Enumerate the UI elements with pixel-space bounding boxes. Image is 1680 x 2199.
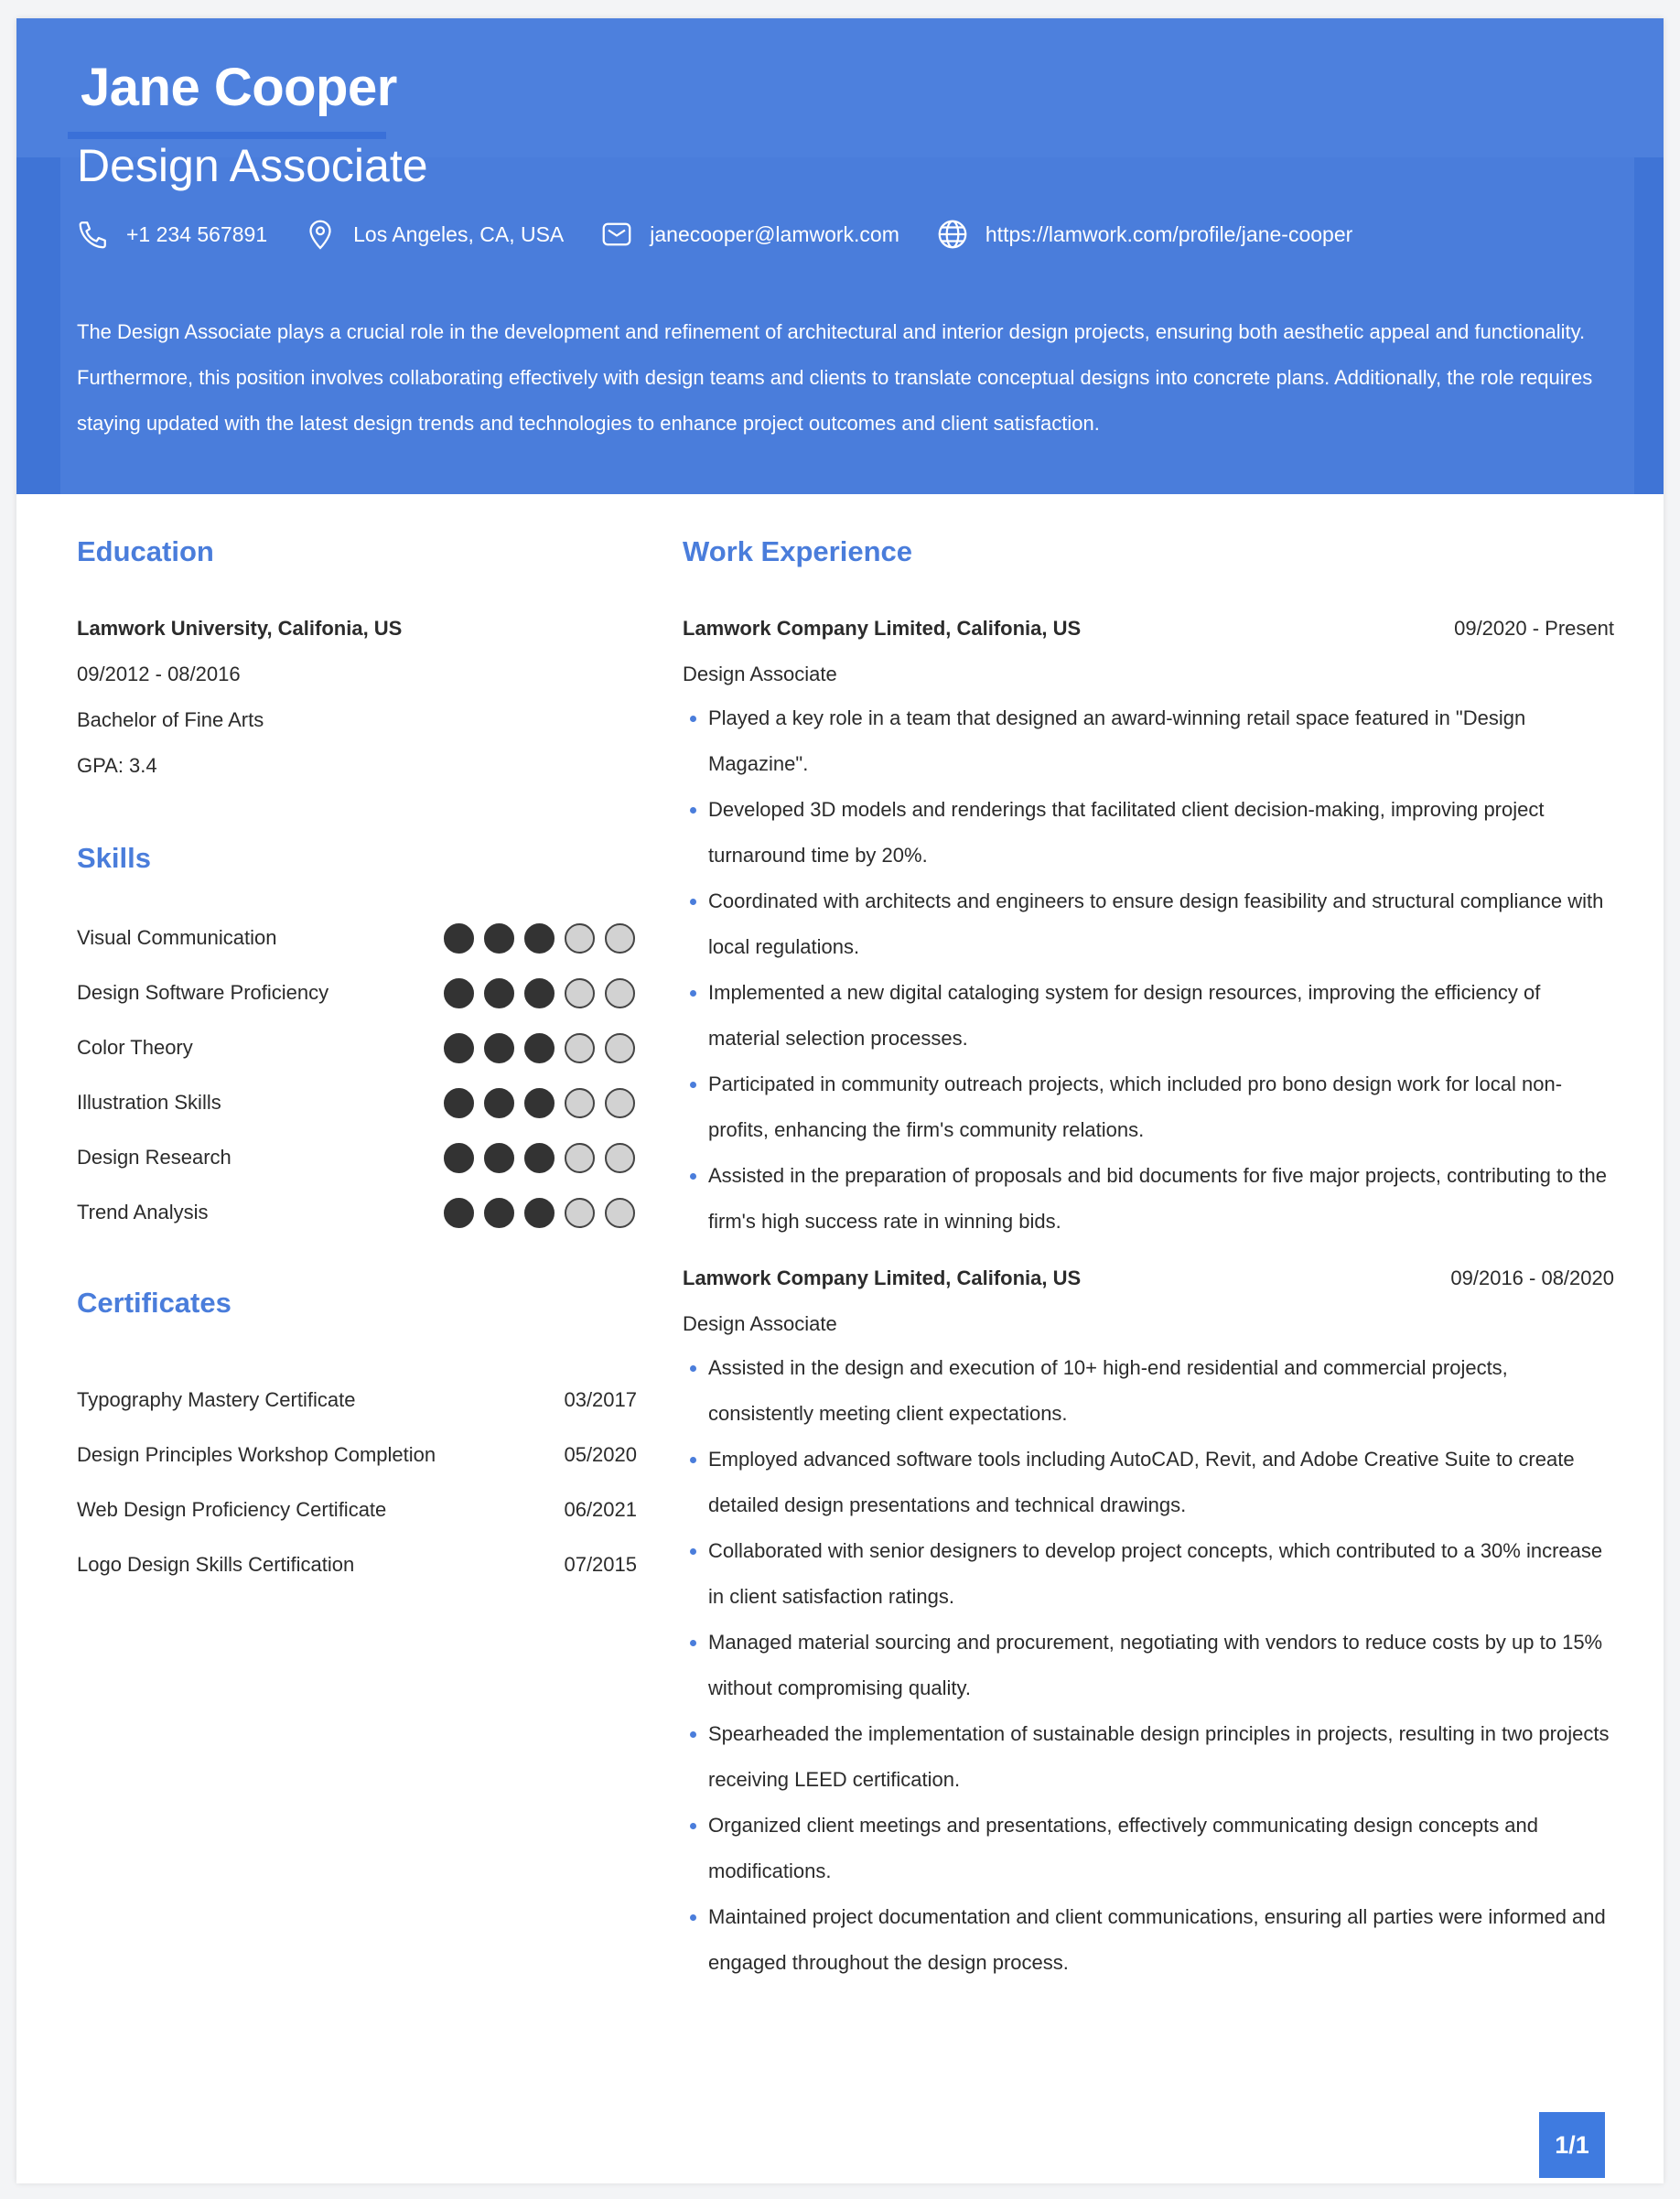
job-2-dates: 09/2016 - 08/2020 [1450, 1267, 1614, 1289]
skill-rating [434, 1143, 635, 1173]
skill-name: Design Software Proficiency [77, 981, 329, 1004]
list-item: Collaborated with senior designers to develop project concepts, which contributed to a 30% increase in client satisfaction ratings. [683, 1528, 1614, 1620]
skill-rating [434, 978, 635, 1008]
certificates-heading: Certificates [77, 1287, 232, 1319]
skill-row [77, 1194, 635, 1231]
certificate-name: Logo Design Skills Certification [77, 1553, 355, 1576]
globe-icon [936, 218, 969, 251]
header-banner [16, 18, 1664, 494]
certificate-row [77, 1547, 637, 1583]
rating-dot-empty [565, 923, 595, 954]
job-2-header [683, 1267, 1614, 1290]
candidate-title: Design Associate [77, 140, 428, 191]
rating-dot-filled [444, 978, 474, 1008]
certificate-name: Design Principles Workshop Completion [77, 1443, 436, 1466]
skill-rating [434, 1033, 635, 1063]
skills-heading: Skills [77, 842, 151, 874]
rating-dot-filled [524, 978, 555, 1008]
education-heading: Education [77, 535, 214, 567]
skill-row [77, 1084, 635, 1121]
summary-paragraph: The Design Associate plays a crucial role in the development and refinement of architectural and interior design projects, ensuring both aesthetic appeal and functionality. Furthermore, this position involves collaborating effectively with design teams and clients to translate conceptual designs into concrete plans. Additionally, the role requires staying updated with the latest design trends and technologies to enhance project outcomes and client satisfaction. [77, 320, 1593, 435]
list-item: Spearheaded the implementation of sustainable design principles in projects, resulting in two projects receiving LEED certification. [683, 1711, 1614, 1803]
resume-page [16, 18, 1664, 2183]
list-item: Played a key role in a team that designed an award-winning retail space featured in "Design Magazine". [683, 695, 1614, 787]
rating-dot-filled [444, 1198, 474, 1228]
skill-name: Design Research [77, 1146, 232, 1169]
rating-dot-filled [444, 1033, 474, 1063]
rating-dot-filled [484, 1088, 514, 1118]
name-underline [68, 132, 386, 139]
rating-dot-filled [444, 1088, 474, 1118]
skill-row [77, 920, 635, 956]
header-accent-left [16, 157, 60, 494]
skill-rating [434, 1198, 635, 1228]
list-item: Managed material sourcing and procurement, negotiating with vendors to reduce costs by up to 15% without compromising quality. [683, 1620, 1614, 1711]
contact-phone[interactable] [77, 218, 267, 251]
rating-dot-filled [524, 923, 555, 954]
job-1-dates: 09/2020 - Present [1454, 617, 1614, 640]
list-item: Employed advanced software tools including AutoCAD, Revit, and Adobe Creative Suite to create detailed design presentations and technical drawings. [683, 1437, 1614, 1528]
job-1-company: Lamwork Company Limited, Califonia, US [683, 617, 1082, 640]
rating-dot-empty [605, 1088, 635, 1118]
rating-dot-empty [565, 1198, 595, 1228]
job-2-bullets [683, 1345, 1614, 1986]
job-1-bullets [683, 695, 1614, 1245]
job-2-role: Design Associate [683, 1312, 837, 1335]
skill-row [77, 975, 635, 1011]
rating-dot-filled [524, 1143, 555, 1173]
rating-dot-empty [605, 1198, 635, 1228]
page-indicator[interactable]: 1/1 [1539, 2112, 1605, 2178]
education-school: Lamwork University, Califonia, US [77, 617, 403, 640]
certificate-date: 03/2017 [564, 1388, 637, 1411]
job-1-role: Design Associate [683, 663, 837, 685]
skill-row [77, 1029, 635, 1066]
rating-dot-filled [484, 1198, 514, 1228]
list-item: Implemented a new digital cataloging system for design resources, improving the efficiency of material selection processes. [683, 970, 1614, 1062]
list-item: Maintained project documentation and client communications, ensuring all parties were informed and engaged throughout the design process. [683, 1894, 1614, 1986]
certificate-date: 07/2015 [564, 1553, 637, 1576]
rating-dot-filled [484, 978, 514, 1008]
skill-name: Illustration Skills [77, 1091, 221, 1114]
contact-website[interactable] [936, 218, 1352, 251]
candidate-name: Jane Cooper [81, 58, 397, 117]
list-item: Organized client meetings and presentations, effectively communicating design concepts and modifications. [683, 1803, 1614, 1894]
job-1-header [683, 617, 1614, 641]
education-degree: Bachelor of Fine Arts [77, 708, 264, 731]
skill-rating [434, 1088, 635, 1118]
rating-dot-filled [524, 1033, 555, 1063]
work-heading: Work Experience [683, 535, 912, 567]
rating-dot-empty [565, 1143, 595, 1173]
certificate-row [77, 1492, 637, 1528]
location-text: Los Angeles, CA, USA [353, 221, 565, 246]
rating-dot-empty [605, 978, 635, 1008]
rating-dot-filled [444, 923, 474, 954]
rating-dot-filled [484, 923, 514, 954]
job-2-company: Lamwork Company Limited, Califonia, US [683, 1267, 1082, 1289]
education-dates: 09/2012 - 08/2016 [77, 663, 241, 685]
rating-dot-filled [524, 1088, 555, 1118]
rating-dot-empty [605, 1143, 635, 1173]
list-item: Assisted in the design and execution of 10+ high-end residential and commercial projects, consistently meeting client expectations. [683, 1345, 1614, 1437]
list-item: Coordinated with architects and engineers to ensure design feasibility and structural compliance with local regulations. [683, 879, 1614, 970]
contact-email[interactable] [600, 218, 899, 251]
skill-row [77, 1139, 635, 1176]
location-pin-icon [304, 218, 337, 251]
rating-dot-empty [565, 1088, 595, 1118]
phone-text: +1 234 567891 [126, 221, 268, 246]
skill-name: Trend Analysis [77, 1201, 209, 1223]
certificate-name: Web Design Proficiency Certificate [77, 1498, 387, 1521]
certificate-row [77, 1437, 637, 1473]
rating-dot-filled [444, 1143, 474, 1173]
skill-name: Visual Communication [77, 926, 277, 949]
rating-dot-empty [565, 978, 595, 1008]
certificate-row [77, 1382, 637, 1418]
header-accent-right [1634, 157, 1664, 494]
list-item: Participated in community outreach projects, which included pro bono design work for local non-profits, enhancing the firm's community relations. [683, 1062, 1614, 1153]
skill-rating [434, 923, 635, 954]
contact-bar [77, 212, 1389, 256]
phone-icon [77, 218, 110, 251]
website-link: https://lamwork.com/profile/jane-cooper [985, 221, 1353, 246]
rating-dot-filled [524, 1198, 555, 1228]
email-text: janecooper@lamwork.com [650, 221, 899, 246]
list-item: Developed 3D models and renderings that facilitated client decision-making, improving project turnaround time by 20%. [683, 787, 1614, 879]
contact-location [304, 218, 564, 251]
rating-dot-empty [565, 1033, 595, 1063]
certificate-date: 06/2021 [564, 1498, 637, 1521]
certificate-name: Typography Mastery Certificate [77, 1388, 356, 1411]
skill-name: Color Theory [77, 1036, 193, 1059]
rating-dot-empty [605, 1033, 635, 1063]
list-item: Assisted in the preparation of proposals and bid documents for five major projects, contributing to the firm's high success rate in winning bids. [683, 1153, 1614, 1245]
rating-dot-filled [484, 1143, 514, 1173]
education-gpa: GPA: 3.4 [77, 754, 157, 777]
rating-dot-filled [484, 1033, 514, 1063]
rating-dot-empty [605, 923, 635, 954]
certificate-date: 05/2020 [564, 1443, 637, 1466]
email-icon [600, 218, 633, 251]
